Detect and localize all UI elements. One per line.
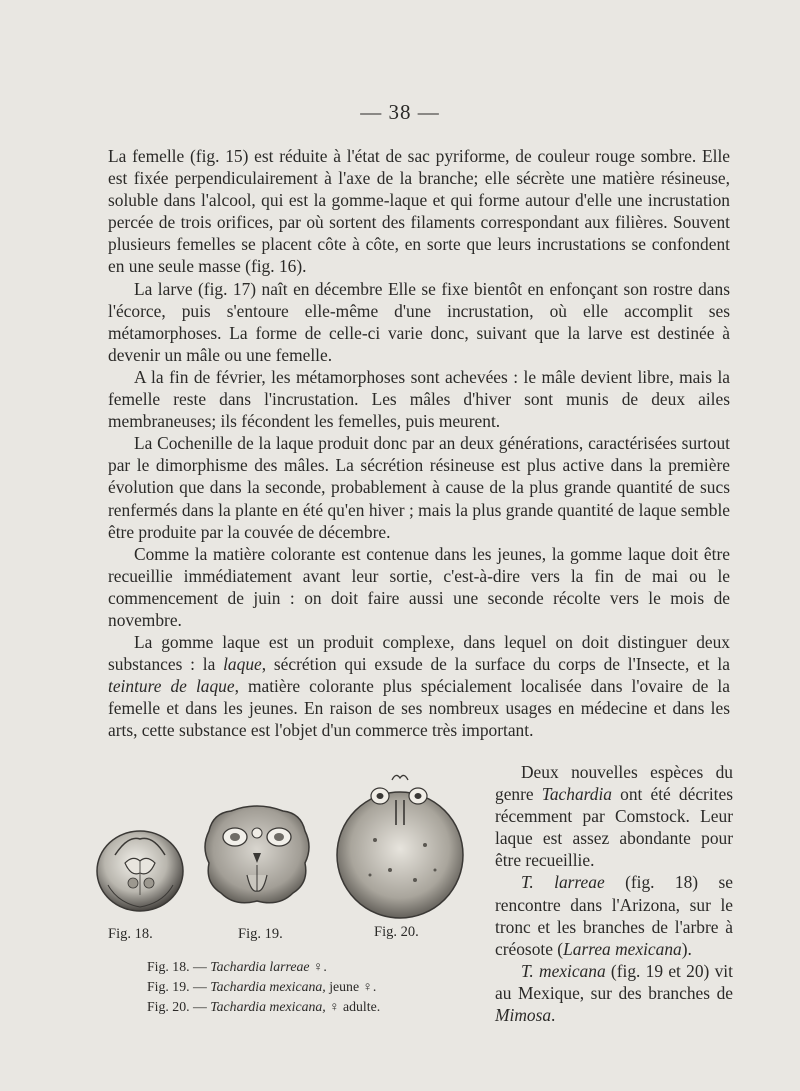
paragraph: La femelle (fig. 15) est réduite à l'état de sac pyriforme, de couleur rouge sombre. Elle est fixée perpendiculairement à l'axe de la branche; elle sécrète une matière résineuse, soluble dans l'alcool, qui est la gomme-laque et qui forme autour d'elle une incrustation percée de trois orifices, par où sortent des filaments correspondant aux filières. Souvent plusieurs femelles se placent côte à côte, en sorte que leurs incrustations se confondent en une seule masse (fig. 16). [108,146,730,277]
caption-suffix: ♀ adulte. [329,999,381,1014]
paragraph [495,960,733,1026]
term-laque: laque [223,654,262,675]
fig20-label: Fig. 20. [374,924,419,940]
term-teinture: teinture de laque [108,676,235,697]
text-run: (fig. 18) se rencontre dans l'Arizona, sur le tronc et les branches de l'arbre à créosote ( [495,872,733,959]
caption-row [147,977,380,997]
text-run: , sécrétion qui exsude de la surface du corps de l'Insecte, et la [261,654,730,675]
species-name: T. larreae [521,872,605,893]
paragraph: La Cochenille de la laque produit donc par an deux générations, caractérisées surtout par le dimorphisme des mâles. La sécrétion résineuse est plus active dans la première évolution que dans la seconde, probablement à cause de la plus grande quantité de sucs renfermés dans la plante en été qu'en hiver ; mais la plus grande quantité de laque semble être produite par la couvée de décembre. [108,433,730,542]
species-name: T. mexicana [521,960,606,981]
caption-number: Fig. 18. — [147,959,207,974]
paragraph [108,631,730,741]
text-run: Deux nouvelles espèces du genre [495,762,733,805]
genus-name: Tachardia [541,784,612,805]
paragraph: A la fin de février, les métamorphoses sont achevées : le mâle devient libre, mais la femelle reste dans l'incrustation. Les mâles d'hiver sont munis de deux ailes membraneuses; ils fécondent les femelles, puis meurent. [108,366,730,432]
fig19-label: Fig. 19. [238,926,283,942]
caption-species: Tachardia mexicana, [210,979,326,994]
text-run: . [551,1005,556,1026]
paragraph [495,871,733,959]
paragraph: Comme la matière colorante est contenue dans les jeunes, la gomme laque doit être recueillie immédiatement avant leur sortie, c'est-à-dire vers la fin de mai ou le commencement de juin : on doit faire aussi une seconde récolte vers le mois de novembre. [108,543,730,630]
figures [88,770,478,950]
plant-name: Larrea mexicana [563,938,682,959]
caption-suffix: ♀. [312,959,327,974]
caption-row [147,957,380,977]
page-number: — 38 — [360,100,440,124]
caption-number: Fig. 19. — [147,979,207,994]
caption-number: Fig. 20. — [147,999,207,1014]
plant-name: Mimosa [495,1005,552,1026]
caption-row [147,997,380,1017]
main-text [108,145,730,742]
text-run: La gomme laque est un produit complexe, dans lequel on doit distinguer deux substances : la [108,632,730,675]
caption-species: Tachardia mexicana, [210,999,326,1014]
text-run: ). [681,938,692,959]
fig19-illustration [201,803,313,908]
text-run: ont été décrites récemment par Comstock. Leur laque est assez abondante pour être recueillie. [495,784,733,871]
side-text [495,761,733,1026]
fig20-illustration [330,770,470,920]
caption-species: Tachardia larreae [210,959,310,974]
paragraph: La larve (fig. 17) naît en décembre Elle se fixe bientôt en enfonçant son rostre dans l'écorce, puis s'entoure elle-même d'une incrustation, où elle accomplit ses métamorphoses. La forme de celle-ci varie donc, suivant que la larve est destinée à devenir un mâle ou une femelle. [108,278,730,365]
fig18-illustration [93,825,188,915]
figure-captions [147,957,380,1017]
paragraph [495,761,733,871]
caption-suffix: jeune ♀. [329,979,377,994]
text-run: (fig. 19 et 20) vit au Mexique, sur des branches de [495,960,733,1003]
text-run: , matière colorante plus spécialement localisée dans l'ovaire de la femelle et dans les jeunes. En raison de ses nombreux usages en médecine et dans les arts, cette substance est l'objet d'un commerce très important. [108,676,730,741]
fig18-label: Fig. 18. [108,926,153,942]
